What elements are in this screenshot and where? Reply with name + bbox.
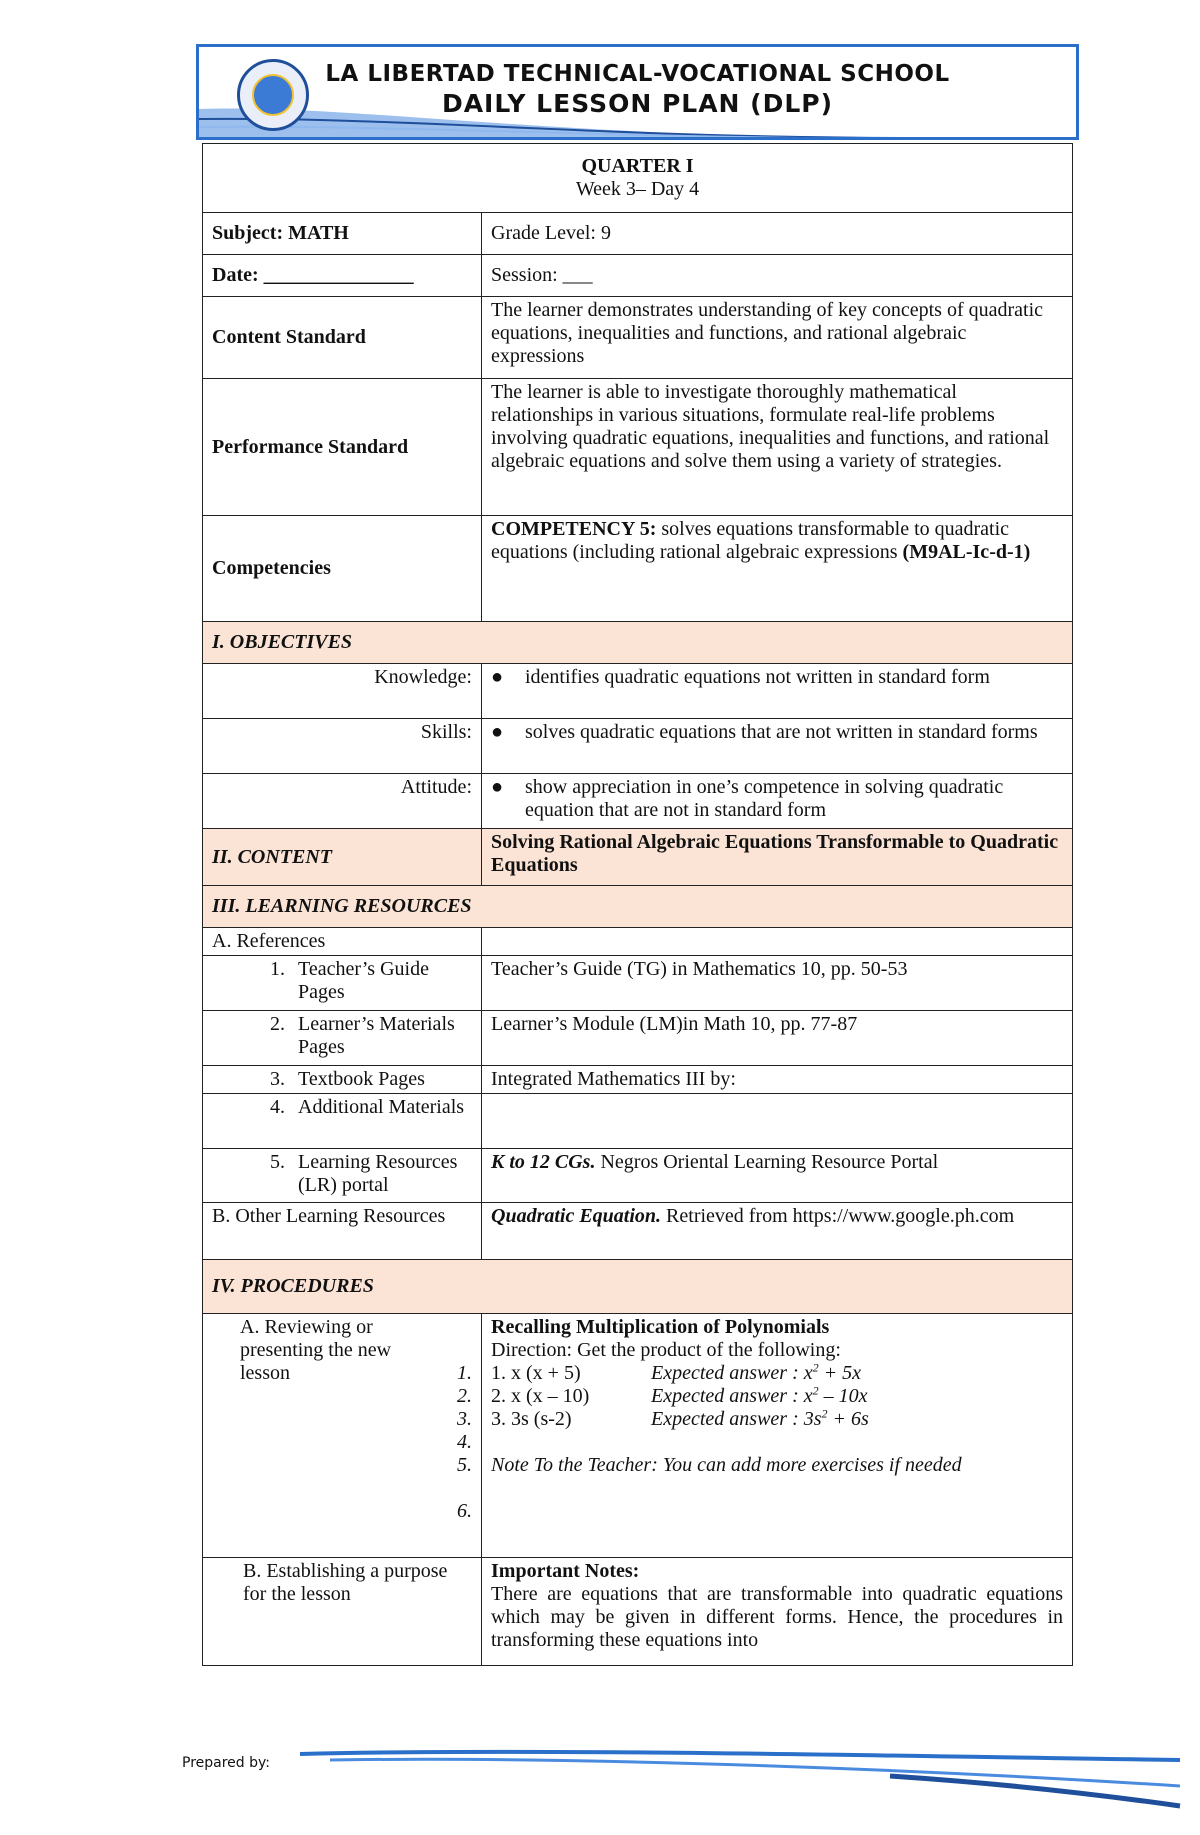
resources-heading: III. LEARNING RESOURCES xyxy=(203,886,1073,928)
lesson-plan-table xyxy=(202,143,1073,1666)
session-field: Session: ___ xyxy=(482,255,1073,297)
performance-standard-text: The learner is able to investigate thoroughly mathematical relationships in various situations, formulate real-life problems involving quadratic equations, inequalities and functions, and rational algebraic equations and solve them using a variety of strategies. xyxy=(482,379,1073,516)
resource-value-tg: Teacher’s Guide (TG) in Mathematics 10, pp. 50-53 xyxy=(482,956,1073,1011)
header-banner xyxy=(196,44,1079,140)
references-label: A. References xyxy=(203,928,482,956)
footer-swoosh-graphic xyxy=(290,1740,1190,1810)
competency-code: (M9AL-Ic-d-1) xyxy=(902,541,1031,563)
date-label: Date: xyxy=(212,264,259,286)
procedure-b-content xyxy=(482,1558,1073,1666)
exercise-row: 3. 3s (s-2) Expected answer : $3s^2 + 6s$ xyxy=(491,1406,869,1430)
procedure-a-title: Recalling Multiplication of Polynomials xyxy=(491,1316,830,1338)
bullet-icon: ● xyxy=(491,721,504,743)
objective-attitude: ● show appreciation in one’s competence in solving quadratic equation that are not in standard form xyxy=(482,774,1073,829)
references-value xyxy=(482,928,1073,956)
other-resources-label: B. Other Learning Resources xyxy=(203,1203,482,1260)
bullet-icon: ● xyxy=(491,666,504,688)
quarter-title: QUARTER I xyxy=(581,155,694,177)
procedure-b-title: Important Notes: xyxy=(491,1560,640,1582)
resource-label-tg: 1. Teacher’s Guide Pages xyxy=(203,956,482,1011)
procedure-a-label-cell xyxy=(203,1314,482,1558)
competency-body: solves equations transformable to quadratic equations (including rational algebraic expressions xyxy=(491,518,1010,563)
objective-label-skills: Skills: xyxy=(203,719,482,774)
procedure-a-content xyxy=(482,1314,1073,1558)
procedure-b-text: There are equations that are transformable into quadratic equations which may be given in different forms. Hence, the procedures in transforming these equations into xyxy=(491,1583,1063,1651)
content-heading: II. CONTENT xyxy=(203,829,482,886)
objective-label-knowledge: Knowledge: xyxy=(203,664,482,719)
procedure-a-numbers: 1. 2. 3. 4. 5. 6. xyxy=(457,1362,472,1522)
subject-label: Subject: MATH xyxy=(203,213,482,255)
objectives-heading: I. OBJECTIVES xyxy=(203,622,1073,664)
date-blank: _______________ xyxy=(263,264,414,286)
resource-value-additional xyxy=(482,1094,1073,1149)
procedure-a-label: A. Reviewing or presenting the new lesson xyxy=(240,1316,392,1384)
objective-skills: ● solves quadratic equations that are not written in standard forms xyxy=(482,719,1073,774)
objective-label-attitude: Attitude: xyxy=(203,774,482,829)
procedures-heading: IV. PROCEDURES xyxy=(203,1260,1073,1314)
competencies-text xyxy=(482,516,1073,622)
content-standard-text: The learner demonstrates understanding of key concepts of quadratic equations, inequalities and functions, and rational algebraic expressions xyxy=(482,297,1073,379)
content-topic: Solving Rational Algebraic Equations Transformable to Quadratic Equations xyxy=(482,829,1073,886)
competencies-label: Competencies xyxy=(203,516,482,622)
procedure-b-label: B. Establishing a purpose for the lesson xyxy=(203,1558,482,1666)
resource-label-lm: 2. Learner’s Materials Pages xyxy=(203,1011,482,1066)
procedure-a-direction: Direction: Get the product of the following: xyxy=(491,1339,841,1361)
resource-label-additional: 4. Additional Materials xyxy=(203,1094,482,1149)
competency-lead: COMPETENCY 5: xyxy=(491,518,657,540)
performance-standard-label: Performance Standard xyxy=(203,379,482,516)
grade-level: Grade Level: 9 xyxy=(482,213,1073,255)
resource-value-lm: Learner’s Module (LM)in Math 10, pp. 77-87 xyxy=(482,1011,1073,1066)
teacher-note: Note To the Teacher: You can add more exercises if needed xyxy=(491,1454,962,1476)
bullet-icon: ● xyxy=(491,776,504,798)
prepared-by-label: Prepared by: xyxy=(182,1755,270,1771)
resource-label-lr-portal: 5. Learning Resources (LR) portal xyxy=(203,1149,482,1203)
exercise-row: 2. x (x – 10) Expected answer : $x^2 - 10x$ xyxy=(491,1383,868,1407)
school-name: LA LIBERTAD TECHNICAL-VOCATIONAL SCHOOL xyxy=(325,61,950,87)
quarter-cell xyxy=(203,144,1073,213)
objective-knowledge: ● identifies quadratic equations not written in standard form xyxy=(482,664,1073,719)
document-title: DAILY LESSON PLAN (DLP) xyxy=(441,89,834,118)
date-cell xyxy=(203,255,482,297)
resource-value-textbook: Integrated Mathematics III by: xyxy=(482,1066,1073,1094)
week-day: Week 3– Day 4 xyxy=(575,178,700,200)
resource-label-textbook: 3. Textbook Pages xyxy=(203,1066,482,1094)
resource-value-lr-portal: K to 12 CGs. Negros Oriental Learning Resource Portal xyxy=(482,1149,1073,1203)
other-resources-value: Quadratic Equation. Retrieved from https://www.google.ph.com xyxy=(482,1203,1073,1260)
exercise-row: 1. x (x + 5) Expected answer : $x^2 + 5x$ xyxy=(491,1360,861,1384)
content-standard-label: Content Standard xyxy=(203,297,482,379)
